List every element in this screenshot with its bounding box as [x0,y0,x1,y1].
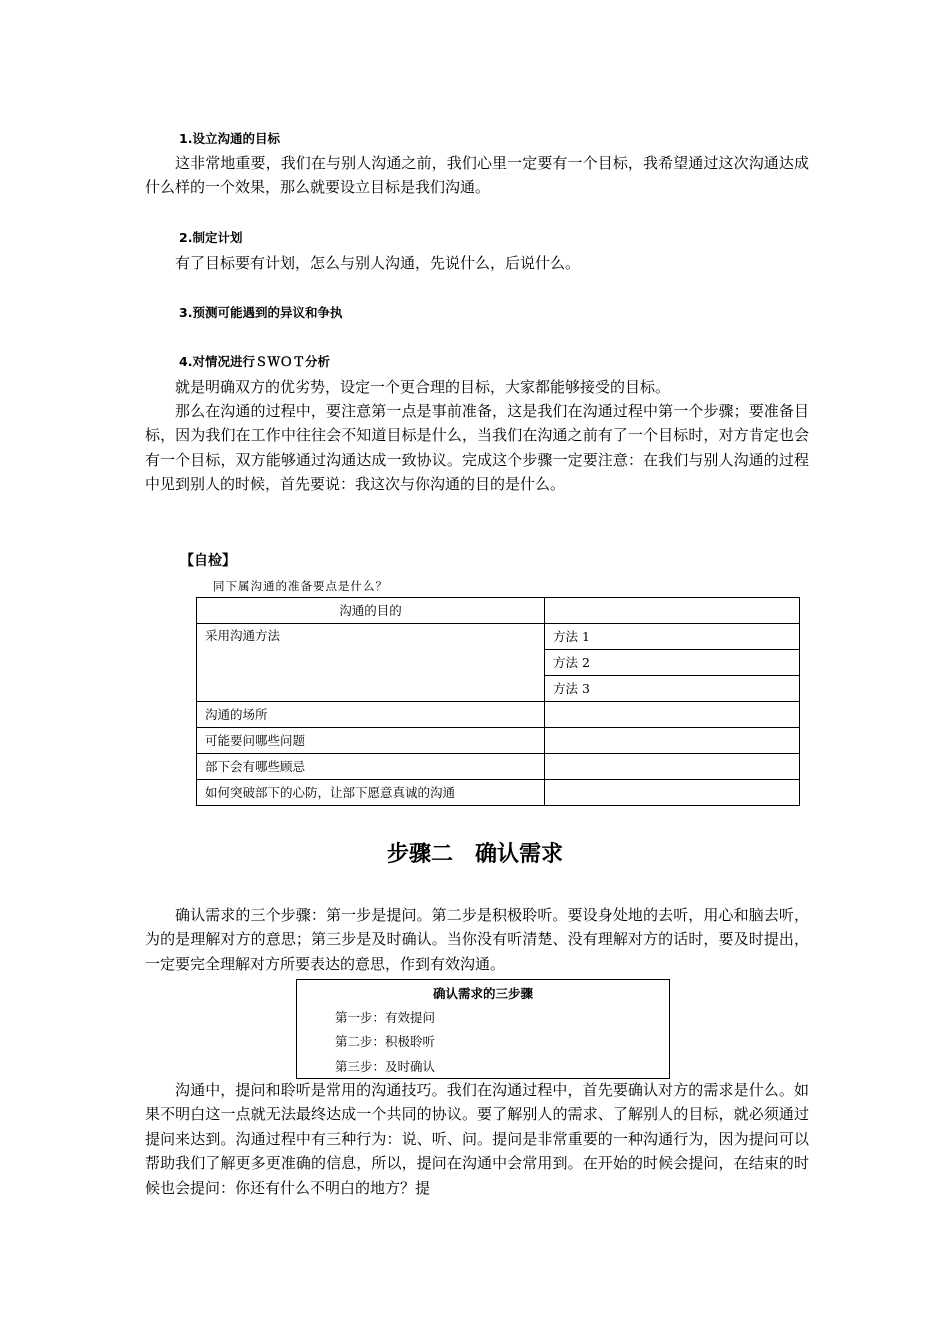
section-heading-goal: 1.设立沟通的目标 [179,131,280,146]
table-row [197,728,800,754]
summary-paragraph: 那么在沟通的过程中，要注意第一点是事前准备，这是我们在沟通过程中第一个步骤；要准备目标，因为我们在工作中往往会不知道目标是什么，当我们在沟通之前有了一个目标时，对方肯定也会有一个目标，双方能够通过沟通达成一致协议。完成这个步骤一定要注意：在我们与别人沟通的过程中见到别人的时候，首先要说：我这次与你沟通的目的是什么。 [145,402,809,494]
self-check-label: 【自检】 [180,553,236,569]
table-cell-place: 沟通的场所 [197,702,545,728]
table-cell-purpose: 沟通的目的 [197,598,545,624]
step-item: 第二步：积极聆听 [335,1034,436,1049]
table-cell-place-answer [545,702,800,728]
table-cell-method-2: 方法 2 [545,650,800,676]
table-row [197,754,800,780]
table-row [197,598,800,624]
section-text-plan: 有了目标要有计划，怎么与别人沟通，先说什么，后说什么。 [175,254,581,272]
table-cell-purpose-answer [545,598,800,624]
table-cell-method-3: 方法 3 [545,676,800,702]
three-steps-title: 确认需求的三步骤 [432,986,533,1001]
table-row [197,702,800,728]
section-heading-swot: 4.对情况进行ＳＷＯＴ分析 [179,354,330,369]
table-row [197,780,800,806]
table-cell-concerns-answer [545,754,800,780]
table-cell-method: 采用沟通方法 [197,624,545,702]
table-row [197,624,800,650]
table-cell-concerns: 部下会有哪些顾忌 [197,754,545,780]
table-cell-breakthrough-answer [545,780,800,806]
preparation-table [196,597,800,806]
self-check-question: 同下属沟通的准备要点是什么？ [213,579,388,593]
section-heading-predict: 3.预测可能遇到的异议和争执 [179,305,343,320]
table-cell-method-1: 方法 1 [545,624,800,650]
table-cell-questions-answer [545,728,800,754]
step-two-body: 沟通中，提问和聆听是常用的沟通技巧。我们在沟通过程中，首先要确认对方的需求是什么。如果不明白这一点就无法最终达成一个共同的协议。要了解别人的需求、了解别人的目标，就必须通过提问来达到。沟通过程中有三种行为：说、听、问。提问是非常重要的一种沟通行为，因为提问可以帮助我们了解更多更准确的信息，所以，提问在沟通中会常用到。在开始的时候会提问，在结束的时候也会提问：你还有什么不明白的地方？提 [145,1081,809,1197]
section-text-swot: 就是明确双方的优劣势，设定一个更合理的目标，大家都能够接受的目标。 [175,378,671,396]
step-two-intro: 确认需求的三个步骤：第一步是提问。第二步是积极聆听。要设身处地的去听，用心和脑去听，为的是理解对方的意思；第三步是及时确认。当你没有听清楚、没有理解对方的话时，要及时提出，一定要完全理解对方所要表达的意思，作到有效沟通。 [145,906,809,973]
step-item: 第一步：有效提问 [335,1010,436,1025]
three-steps-box [296,979,670,1079]
section-text-goal: 这非常地重要，我们在与别人沟通之前，我们心里一定要有一个目标，我希望通过这次沟通达成什么样的一个效果，那么就要设立目标是我们沟通。 [145,154,809,197]
section-heading-plan: 2.制定计划 [179,230,243,245]
step-item: 第三步：及时确认 [335,1059,436,1074]
table-cell-questions: 可能要问哪些问题 [197,728,545,754]
step-two-title: 步骤二 确认需求 [386,842,563,867]
table-cell-breakthrough: 如何突破部下的心防，让部下愿意真诚的沟通 [197,780,545,806]
